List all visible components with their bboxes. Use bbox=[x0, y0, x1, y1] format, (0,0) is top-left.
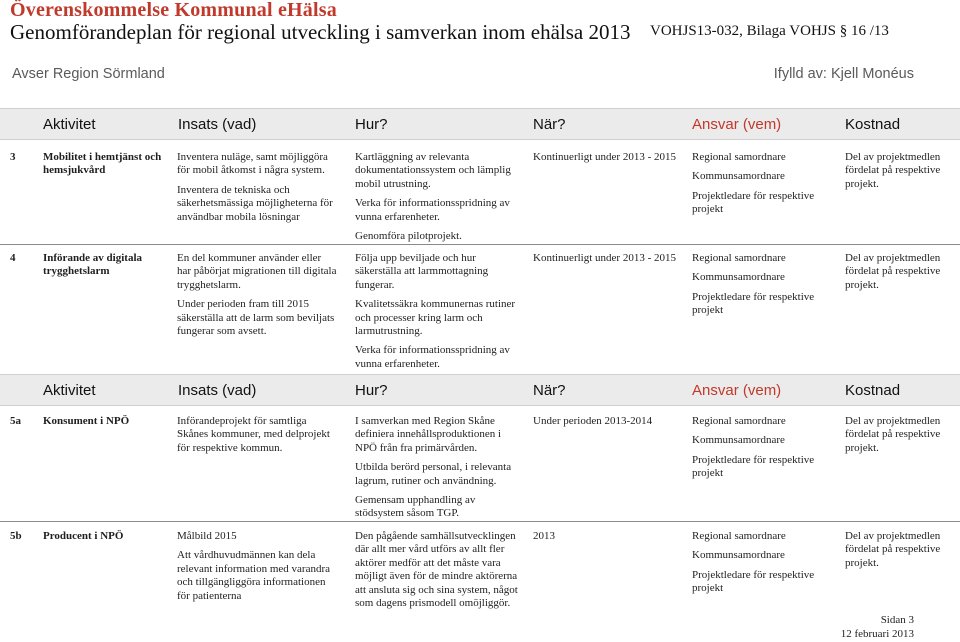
row-kostnad: Del av projektmedlen fördelat på respektive projekt. bbox=[845, 151, 941, 190]
row-nar: Kontinuerligt under 2013 - 2015 bbox=[533, 252, 676, 264]
row-kostnad: Del av projektmedlen fördelat på respektive projekt. bbox=[845, 530, 941, 569]
row-aktivitet: Införande av digitala trygghetslarm bbox=[43, 252, 143, 278]
col-kostnad: Kostnad bbox=[845, 116, 901, 133]
document-header bbox=[0, 0, 960, 110]
row-number: 5b bbox=[10, 530, 22, 542]
row-ansvar: Regional samordnare Kommunsamordnare Projektledare för respektive projekt bbox=[692, 415, 815, 480]
col-hur: Hur? bbox=[355, 382, 388, 399]
organization-title: Överenskommelse Kommunal eHälsa bbox=[10, 0, 337, 21]
col-insats: Insats (vad) bbox=[178, 382, 257, 399]
region-label: Avser Region Sörmland bbox=[12, 66, 165, 82]
footer-date: 12 februari 2013 bbox=[840, 628, 914, 640]
row-nar: Under perioden 2013-2014 bbox=[533, 415, 653, 427]
row-insats: Målbild 2015 Att vårdhuvudmännen kan dela relevant information med varandra och tillgängliggöra informationen för patienterna bbox=[177, 530, 331, 602]
row-insats: Införandeprojekt för samtliga Skånes kommuner, med delprojekt för respektive kommun. bbox=[177, 415, 330, 454]
col-aktivitet: Aktivitet bbox=[43, 116, 96, 133]
document-title: Genomförandeplan för regional utveckling i samverkan inom ehälsa 2013 bbox=[10, 20, 631, 44]
row-divider bbox=[0, 521, 960, 522]
row-number: 3 bbox=[10, 151, 16, 163]
row-ansvar: Regional samordnare Kommunsamordnare Projektledare för respektive projekt bbox=[692, 252, 815, 317]
row-divider bbox=[0, 244, 960, 245]
row-aktivitet: Mobilitet i hemtjänst och hemsjukvård bbox=[43, 151, 162, 177]
row-hur: Kartläggning av relevanta dokumentationssystem och lämplig mobil utrustning. Verka för informationsspridning av vunna erfarenheter. Genomföra pilotprojekt. bbox=[355, 151, 511, 243]
col-ansvar: Ansvar (vem) bbox=[692, 382, 782, 399]
row-number: 5a bbox=[10, 415, 21, 427]
row-hur: Följa upp beviljade och hur säkerställa att larmmottagning fungerar. Kvalitetssäkra kommunernas rutiner och processer kring larm och larmutrustning. Verka för informationsspridning av vunna erfarenheter. bbox=[355, 252, 516, 370]
row-nar: 2013 bbox=[533, 530, 555, 542]
filled-by-label: Ifylld av: Kjell Monéus bbox=[773, 66, 914, 82]
column-header-band bbox=[0, 374, 960, 406]
col-aktivitet: Aktivitet bbox=[43, 382, 96, 399]
row-ansvar: Regional samordnare Kommunsamordnare Projektledare för respektive projekt bbox=[692, 151, 815, 216]
row-hur: I samverkan med Region Skåne definiera innehållsproduktionen i NPÖ från fra primärvården. Utbilda berörd personal, i relevanta lagrum, rutiner och användning. Gemensam upphandling av stödsystem såsom TGP. bbox=[355, 415, 512, 520]
row-kostnad: Del av projektmedlen fördelat på respektive projekt. bbox=[845, 252, 941, 291]
row-ansvar: Regional samordnare Kommunsamordnare Projektledare för respektive projekt bbox=[692, 530, 815, 595]
row-insats: Inventera nuläge, samt möjliggöra för mobil åtkomst i några system. Inventera de tekniska och säkerhetsmässiga möjligheterna för användbar mobila lösningar bbox=[177, 151, 333, 223]
col-kostnad: Kostnad bbox=[845, 382, 901, 399]
document-reference: VOHJS13-032, Bilaga VOHJS § 16 /13 bbox=[650, 23, 889, 39]
col-ansvar: Ansvar (vem) bbox=[692, 116, 782, 133]
row-aktivitet: Konsument i NPÖ bbox=[43, 415, 130, 427]
row-number: 4 bbox=[10, 252, 16, 264]
row-insats: En del kommuner använder eller har påbörjat migrationen till digitala trygghetslarm. Under perioden fram till 2015 säkerställa att de larm som beviljats fungerar som avsett. bbox=[177, 252, 337, 338]
col-nar: När? bbox=[533, 116, 566, 133]
row-aktivitet: Producent i NPÖ bbox=[43, 530, 124, 542]
page-number: Sidan 3 bbox=[880, 614, 914, 626]
col-insats: Insats (vad) bbox=[178, 116, 257, 133]
row-hur: Den pågående samhällsutvecklingen där allt mer vård utförs av allt fler aktörer medför att det måste vara möjligt även för de mindre aktörerna att ansluta sig och sina system, något som dagens prismodell omöjliggör. bbox=[355, 530, 518, 610]
col-hur: Hur? bbox=[355, 116, 388, 133]
column-header-band bbox=[0, 108, 960, 140]
row-kostnad: Del av projektmedlen fördelat på respektive projekt. bbox=[845, 415, 941, 454]
row-nar: Kontinuerligt under 2013 - 2015 bbox=[533, 151, 676, 163]
title-row bbox=[10, 20, 950, 46]
col-nar: När? bbox=[533, 382, 566, 399]
